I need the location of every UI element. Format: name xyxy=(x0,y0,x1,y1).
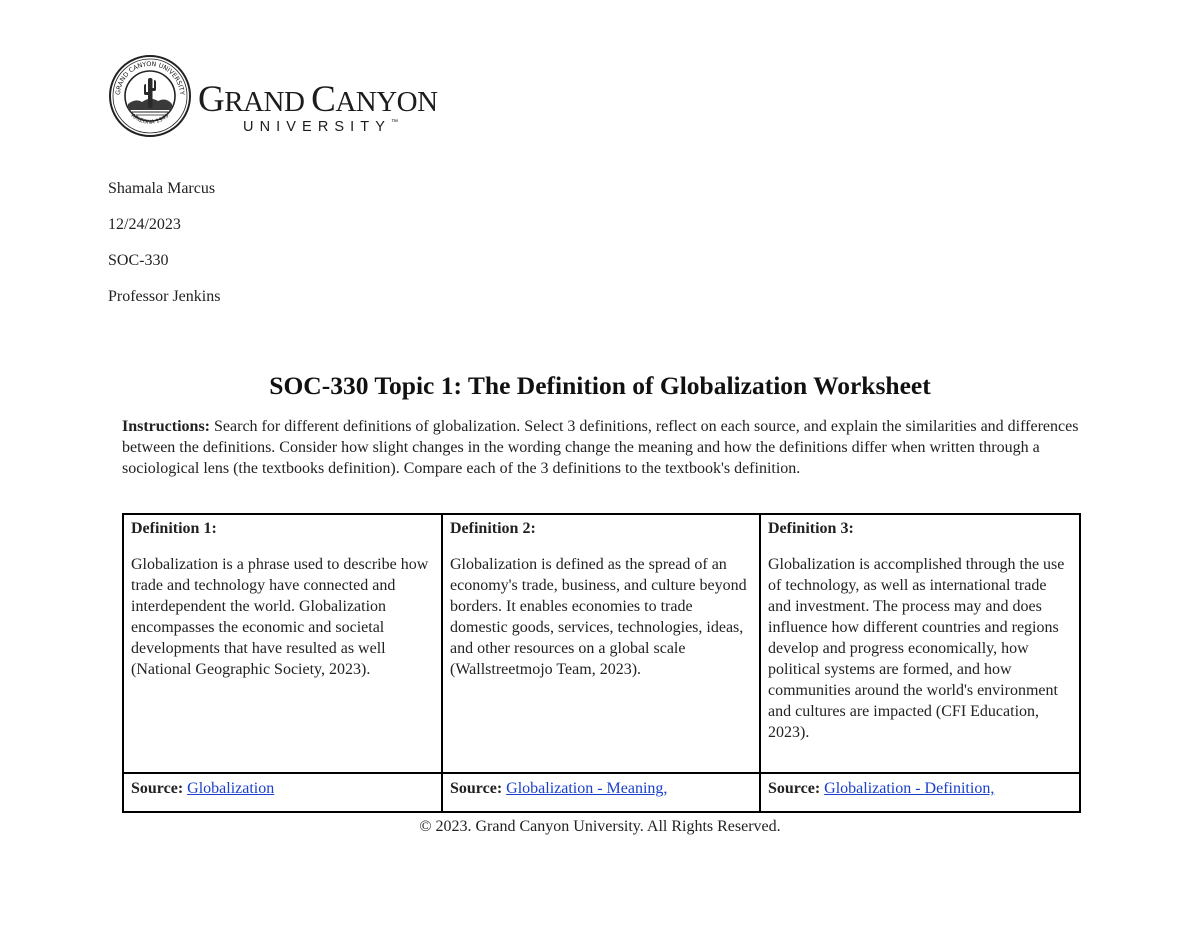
definition-1-heading: Definition 1: xyxy=(131,520,217,537)
instructions-paragraph xyxy=(122,416,1082,479)
professor-name: Professor Jenkins xyxy=(108,288,221,305)
copyright-footer: © 2023. Grand Canyon University. All Rights Reserved. xyxy=(419,818,781,835)
definition-2-text: Globalization is defined as the spread of an economy's trade, business, and culture beyond borders. It enables economies to trade domestic goods, services, technologies, ideas, and other resources on a global scale (Wallstreetmojo Team, 2023). xyxy=(450,556,747,678)
definition-3-cell xyxy=(760,514,1080,773)
definition-2-cell xyxy=(442,514,760,773)
submission-date: 12/24/2023 xyxy=(108,216,181,233)
definition-3-text: Globalization is accomplished through the use of technology, as well as international trade and investment. The process may and does influence how different countries and regions develop and progress economically, how political systems are formed, and how communities around the world's environment and cultures are impacted (CFI Education, 2023). xyxy=(768,556,1065,741)
source-3-link[interactable]: Globalization - Definition, xyxy=(824,780,995,797)
definitions-table xyxy=(122,513,1081,813)
student-name: Shamala Marcus xyxy=(108,180,216,197)
source-2-label: Source: xyxy=(450,780,503,797)
logo-subtitle-text: UNIVERSITY xyxy=(243,119,392,135)
seal-arc-text: GRAND CANYON UNIVERSITY xyxy=(113,59,187,96)
source-2-cell xyxy=(442,773,760,812)
sources-row xyxy=(123,773,1080,812)
trademark-symbol: ™ xyxy=(391,119,399,126)
definition-1-cell xyxy=(123,514,442,773)
source-2-link[interactable]: Globalization - Meaning, xyxy=(506,780,668,797)
worksheet-title: SOC-330 Topic 1: The Definition of Globalization Worksheet xyxy=(269,371,931,400)
logo-initial-g: G xyxy=(198,79,225,120)
source-1-link[interactable]: Globalization xyxy=(187,780,275,797)
source-1-label: Source: xyxy=(131,780,184,797)
seal-bottom-text: ARIZONA 1949 xyxy=(129,113,171,126)
logo-initial-c: C xyxy=(311,79,336,120)
definition-3-heading: Definition 3: xyxy=(768,520,854,537)
instructions-text: Search for different definitions of globalization. Select 3 definitions, reflect on each source, and explain the similarities and differences between the definitions. Consider how slight changes in the wording change the meaning and how the definitions differ when written through a sociological lens (the textbooks definition). Compare each of the 3 definitions to the textbook's definition. xyxy=(122,418,1079,477)
logo-rest-anyon: ANYON xyxy=(335,86,438,118)
university-seal-icon xyxy=(108,54,192,138)
logo-rest-rand: RAND xyxy=(224,86,312,118)
source-1-cell xyxy=(123,773,442,812)
source-3-label: Source: xyxy=(768,780,821,797)
source-3-cell xyxy=(760,773,1080,812)
definition-2-heading: Definition 2: xyxy=(450,520,536,537)
logo-wordmark xyxy=(198,80,438,122)
instructions-label: Instructions: xyxy=(122,418,211,435)
university-logo xyxy=(108,54,478,138)
course-code: SOC-330 xyxy=(108,252,169,269)
definition-1-text: Globalization is a phrase used to describe how trade and technology have connected and interdependent the world. Globalization encompasses the economic and societal developments that have resulted as well (National Geographic Society, 2023). xyxy=(131,556,429,678)
logo-subtitle xyxy=(243,119,398,135)
definitions-row xyxy=(123,514,1080,773)
